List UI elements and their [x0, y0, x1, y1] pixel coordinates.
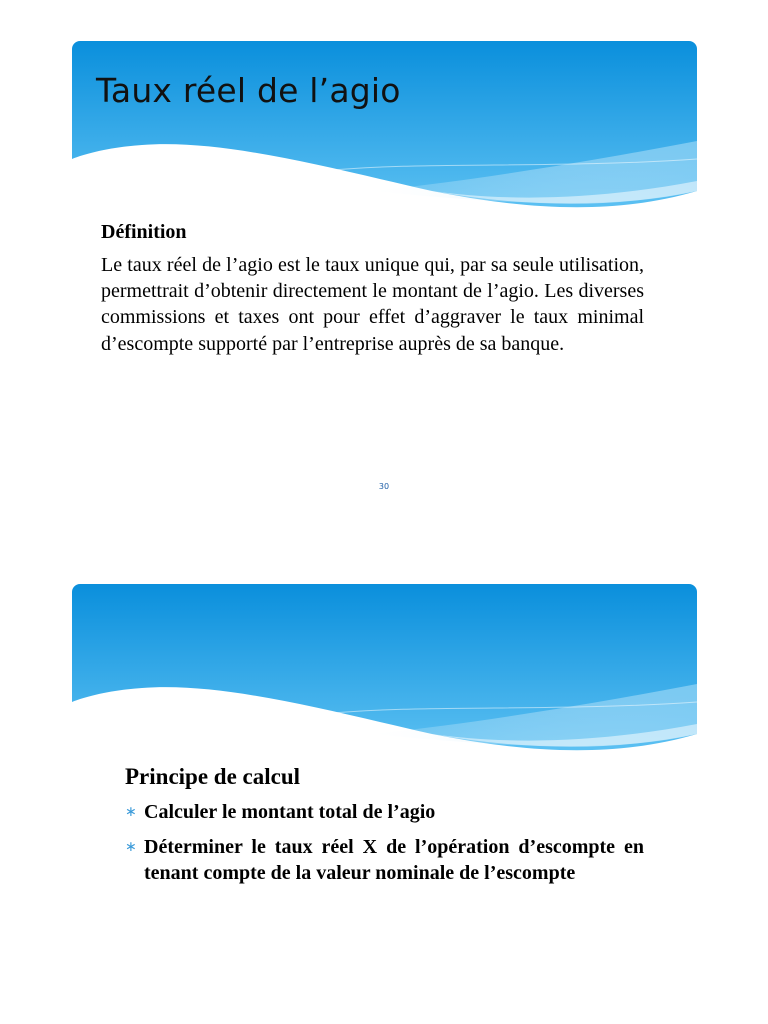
wave-banner-graphic: [72, 41, 697, 211]
bullet-list: [125, 799, 644, 895]
slide-header-banner: [72, 584, 697, 754]
wave-banner-graphic: [72, 584, 697, 754]
slide-principe-de-calcul: [72, 584, 697, 984]
principe-heading: Principe de calcul: [125, 764, 301, 789]
bullet-text: Calculer le montant total de l’agio: [144, 801, 436, 823]
page-number: 30: [378, 482, 390, 491]
asterisk-bullet-icon: ∗: [125, 838, 137, 855]
bullet-text: Déterminer le taux réel X de l’opération d’escompte en tenant compte de la valeur nominale de l’escompte: [144, 835, 644, 884]
list-item: [125, 799, 644, 826]
asterisk-bullet-icon: ∗: [125, 804, 137, 820]
slide-title: Taux réel de l’agio: [96, 71, 401, 110]
definition-heading: Définition: [101, 221, 187, 243]
slide-taux-reel: [72, 41, 697, 441]
definition-text: Le taux réel de l’agio est le taux unique qui, par sa seule utilisation, permettrait d’obtenir directement le montant de l’agio. Les diverses commissions et taxes ont pour effet d’aggraver le taux minimal d’escompte supporté par l’entreprise auprès de sa banque.: [101, 254, 644, 355]
slide-header-banner: [72, 41, 697, 211]
list-item: [125, 834, 644, 887]
